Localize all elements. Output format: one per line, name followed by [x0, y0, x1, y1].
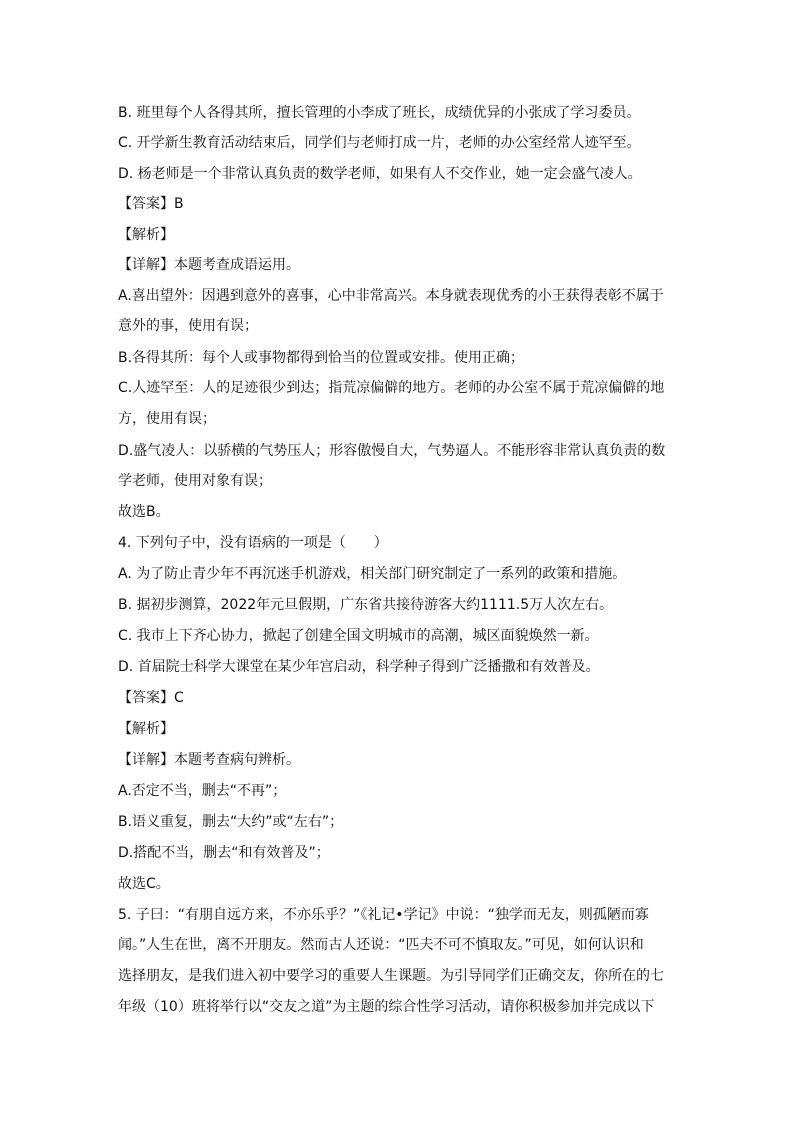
explanation-d-q3-cont: 学老师，使用对象有误；: [118, 473, 272, 489]
explanation-a-q4: A.否定不当，删去“不再”；: [118, 783, 287, 799]
option-d-q4: D. 首届院士科学大课堂在某少年宫启动，科学种子得到广泛播撒和有效普及。: [118, 659, 600, 675]
explanation-c-q3-cont: 方，使用有误；: [118, 411, 216, 427]
option-b-q3: B. 班里每个人各得其所，擅长管理的小李成了班长，成绩优异的小张成了学习委员。: [118, 105, 641, 121]
answer-q3: 【答案】B: [118, 196, 184, 212]
conclusion-q3: 故选B。: [118, 504, 170, 520]
conclusion-q4: 故选C。: [118, 876, 170, 892]
question-5: 5. 子曰：“有朋自远方来，不亦乐乎？”《礼记•学记》中说：“独学而无友，则孤陋而寡: [118, 907, 649, 923]
explanation-a-q3: A.喜出望外：因遇到意外的喜事，心中非常高兴。本身就表现优秀的小王获得表彰不属于: [118, 288, 664, 304]
explanation-c-q3: C.人迹罕至：人的足迹很少到达；指荒凉偏僻的地方。老师的办公室不属于荒凉偏僻的地: [118, 380, 665, 396]
option-b-q4: B. 据初步测算，2022年元旦假期，广东省共接待游客大约1111.5万人次左右。: [118, 597, 614, 613]
option-a-q4: A. 为了防止青少年不再沉迷手机游戏，相关部门研究制定了一系列的政策和措施。: [118, 566, 627, 582]
explanation-q3: 【详解】本题考查成语运用。: [118, 257, 300, 273]
answer-q4: 【答案】C: [118, 690, 184, 706]
question-5-line-3: 选择朋友，是我们进入初中要学习的重要人生课题。为引导同学们正确交友，你所在的七: [118, 968, 664, 984]
explanation-b-q4: B.语义重复，删去“大约”或“左右”；: [118, 814, 344, 830]
question-5-line-4: 年级（10）班将举行以“交友之道”为主题的综合性学习活动，请你积极参加并完成以下: [118, 999, 655, 1015]
option-c-q4: C. 我市上下齐心协力，掀起了创建全国文明城市的高潮，城区面貌焕然一新。: [118, 628, 599, 644]
explanation-d-q3: D.盛气凌人：以骄横的气势压人；形容傲慢自大，气势逼人。不能形容非常认真负责的数: [118, 443, 666, 459]
question-5-line-2: 闻。”人生在世，离不开朋友。然而古人还说：“匹夫不可不慎取友。”可见，如何认识和: [118, 937, 644, 953]
explanation-b-q3: B.各得其所：每个人或事物都得到恰当的位置或安排。使用正确；: [118, 350, 525, 366]
analysis-heading-q3: 【解析】: [118, 227, 174, 243]
question-4: 4. 下列句子中，没有语病的一项是（ ）: [118, 535, 388, 551]
explanation-q4: 【详解】本题考查病句辨析。: [118, 752, 300, 768]
explanation-d-q4: D.搭配不当，删去“和有效普及”；: [118, 845, 330, 861]
option-c-q3: C. 开学新生教育活动结束后，同学们与老师打成一片，老师的办公室经常人迹罕至。: [118, 135, 641, 151]
option-d-q3: D. 杨老师是一个非常认真负责的数学老师，如果有人不交作业，她一定会盛气凌人。: [118, 166, 642, 182]
analysis-heading-q4: 【解析】: [118, 721, 174, 737]
explanation-a-q3-cont: 意外的事，使用有误；: [118, 318, 258, 334]
